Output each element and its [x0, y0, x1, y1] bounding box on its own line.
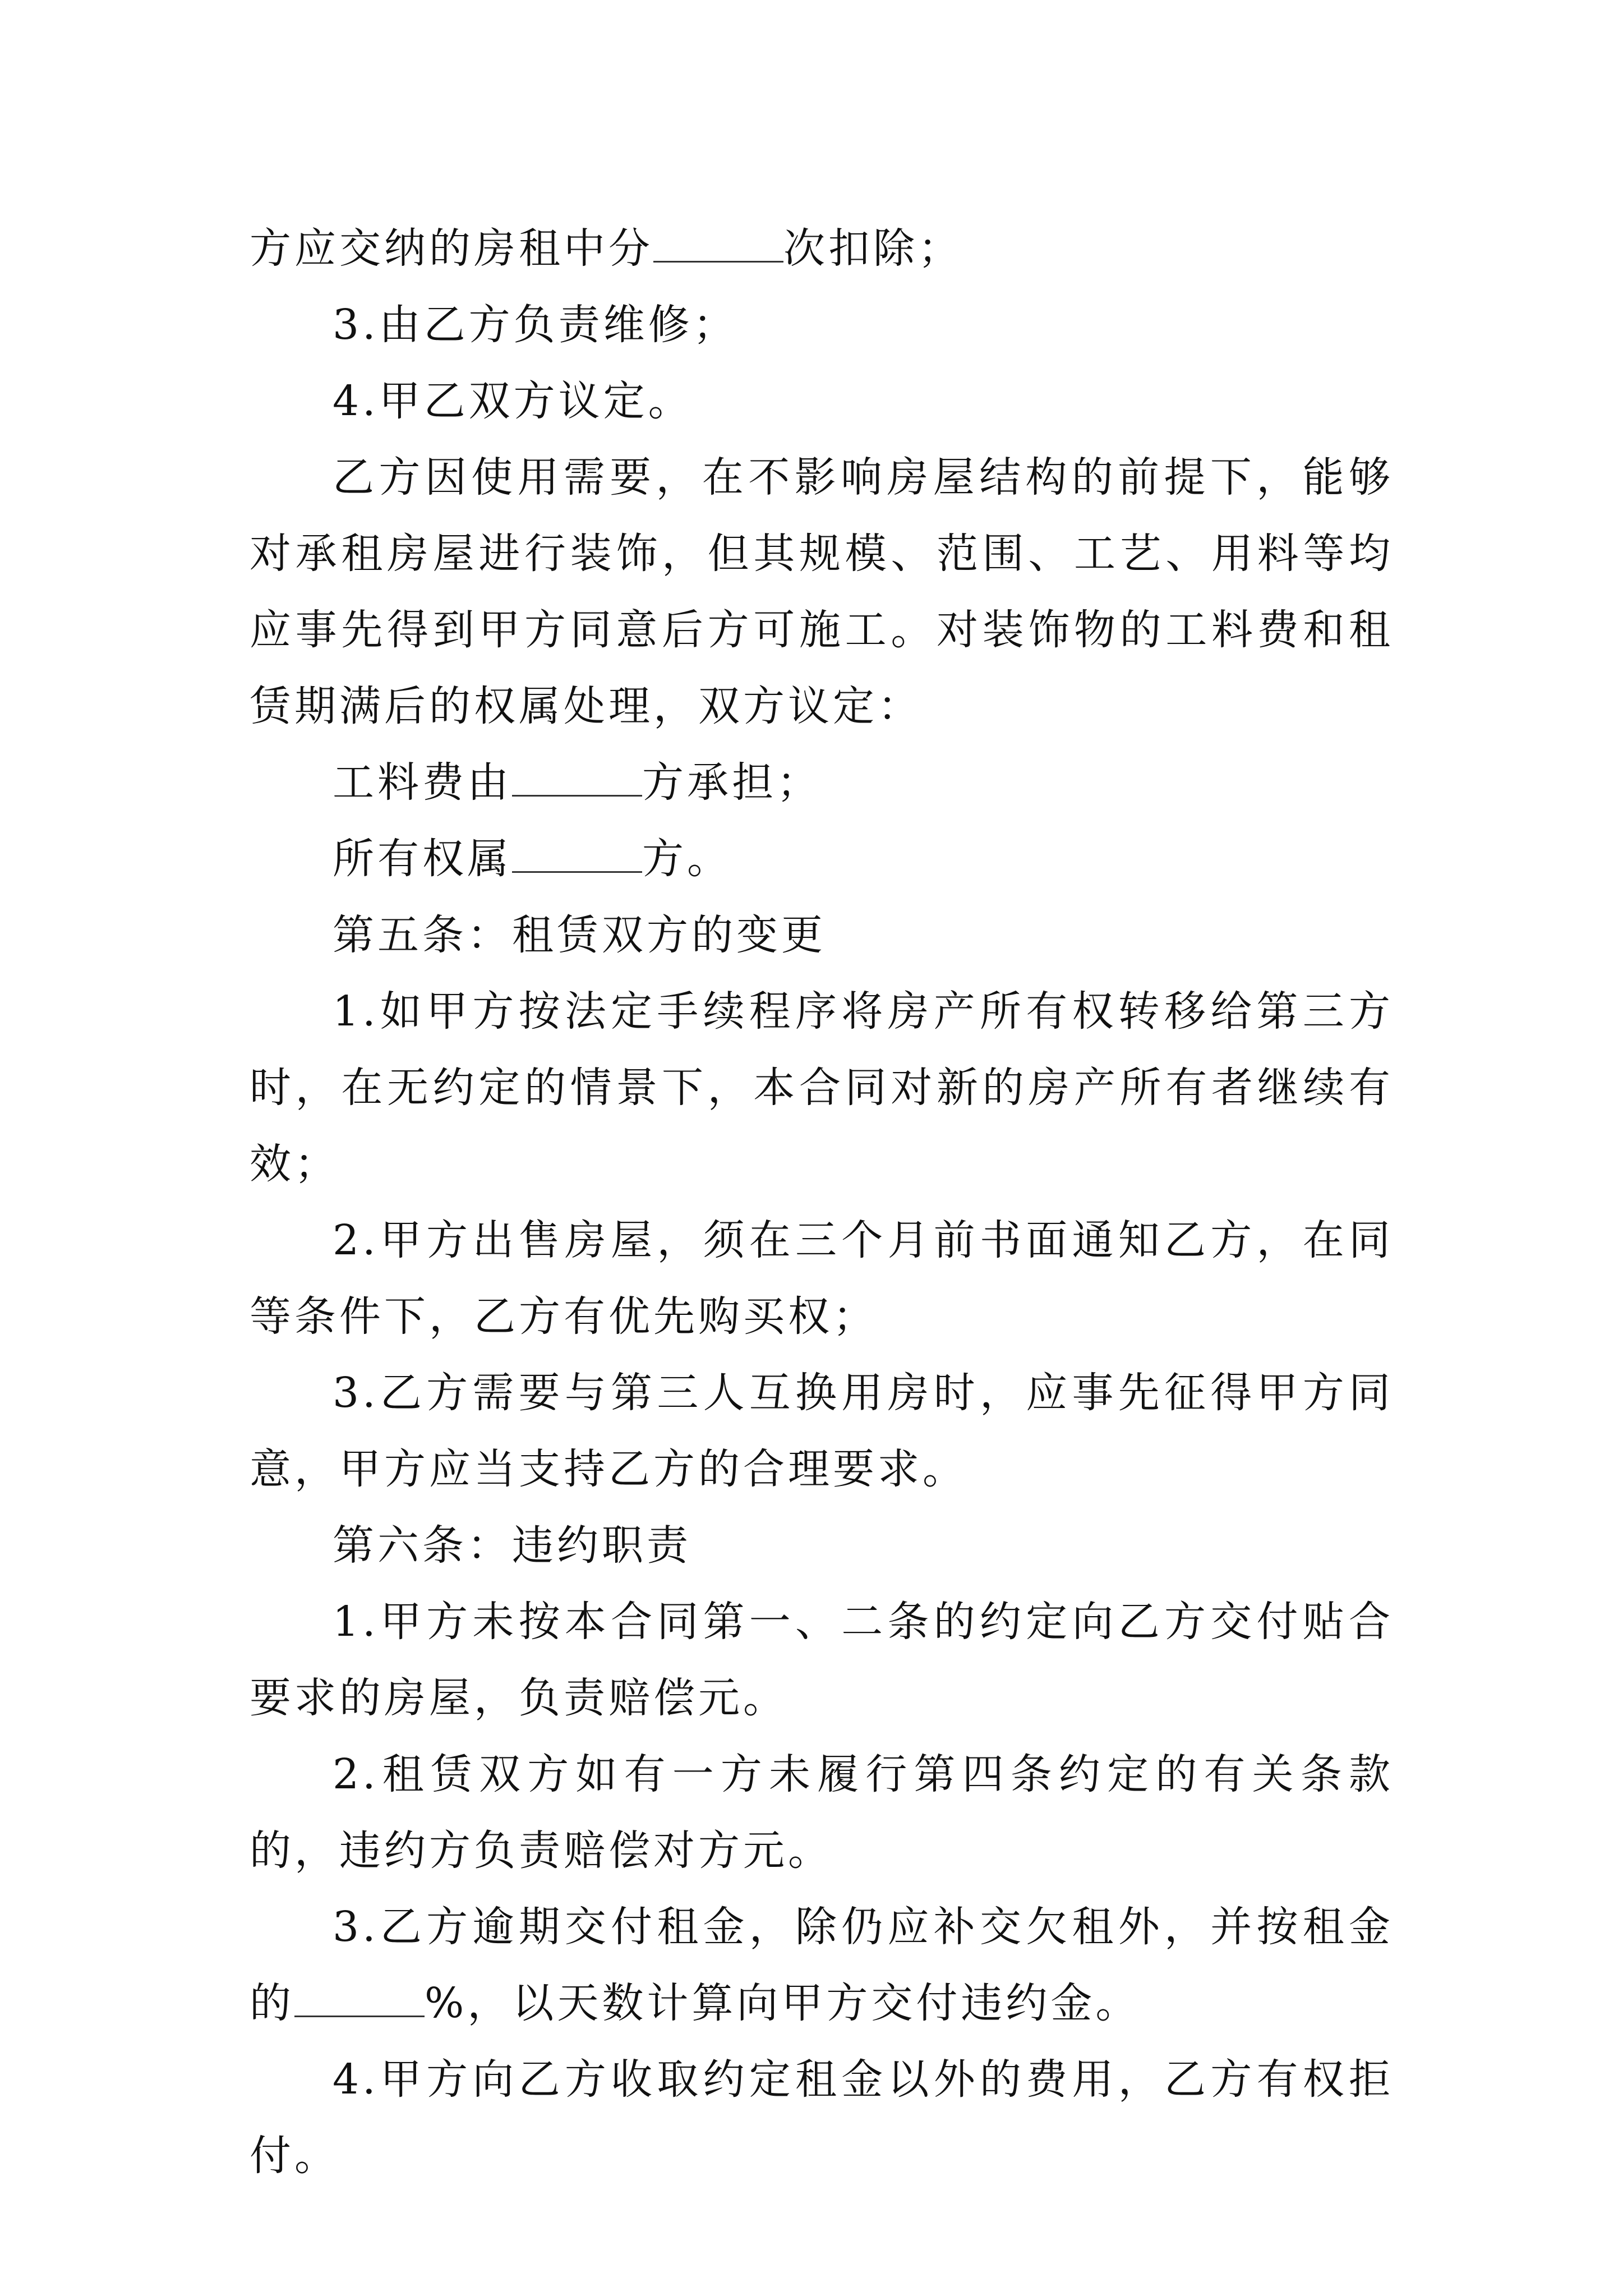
paragraph-article5-item2: 2.甲方出售房屋，须在三个月前书面通知乙方，在同等条件下，乙方有优先购买权； [250, 1216, 1394, 1341]
paragraph-text: 方应交纳的房租中分 [250, 224, 653, 273]
fill-in-blank [512, 838, 642, 873]
fill-in-blank [512, 761, 642, 797]
paragraph-item-4-agreement: 4.甲乙双方议定。 [333, 377, 693, 425]
paragraph-text: 方。 [642, 835, 732, 883]
paragraph-article5-item3: 3.乙方需要与第三人互换用房时，应事先征得甲方同意，甲方应当支持乙方的合理要求。 [250, 1369, 1394, 1493]
article-6-heading: 第六条：违约职责 [333, 1521, 691, 1570]
paragraph-item-3-repair: 3.由乙方负责维修； [333, 301, 738, 349]
paragraph-rent-deduction [250, 210, 1394, 287]
paragraph-text: 方承担； [642, 758, 822, 807]
paragraph-ownership [250, 821, 1394, 897]
paragraph-text: 次扣除； [783, 224, 963, 273]
paragraph-text: 所有权属 [333, 835, 512, 883]
paragraph-cost-bearer [250, 744, 1394, 821]
article-5-heading: 第五条：租赁双方的变更 [333, 911, 826, 959]
paragraph-article5-item1: 1.如甲方按法定手续程序将房产所有权转移给第三方时，在无约定的情景下，本合同对新的房产所有者继续有效； [250, 987, 1394, 1188]
fill-in-blank [653, 227, 783, 263]
fill-in-blank [294, 1982, 425, 2017]
document-body [250, 210, 1394, 2194]
paragraph-text: %，以天数计算向甲方交付违约金。 [425, 1979, 1141, 2027]
paragraph-article6-item2: 2.租赁双方如有一方未履行第四条约定的有关条款的，违约方负责赔偿对方元。 [250, 1750, 1394, 1875]
paragraph-text: 工料费由 [333, 758, 512, 807]
paragraph-text: 3.乙方逾期交付租金，除仍应补交欠租外，并按租金的 [250, 1903, 1394, 2027]
paragraph-article6-item1: 1.甲方未按本合同第一、二条的约定向乙方交付贴合要求的房屋，负责赔偿元。 [250, 1598, 1394, 1722]
paragraph-decoration: 乙方因使用需要，在不影响房屋结构的前提下，能够对承租房屋进行装饰，但其规模、范围、工艺、用料等均应事先得到甲方同意后方可施工。对装饰物的工料费和租赁期满后的权属处理，双方议定： [250, 453, 1394, 730]
paragraph-article6-item3 [250, 1889, 1394, 2041]
paragraph-article6-item4: 4.甲方向乙方收取约定租金以外的费用，乙方有权拒付。 [250, 2055, 1394, 2180]
